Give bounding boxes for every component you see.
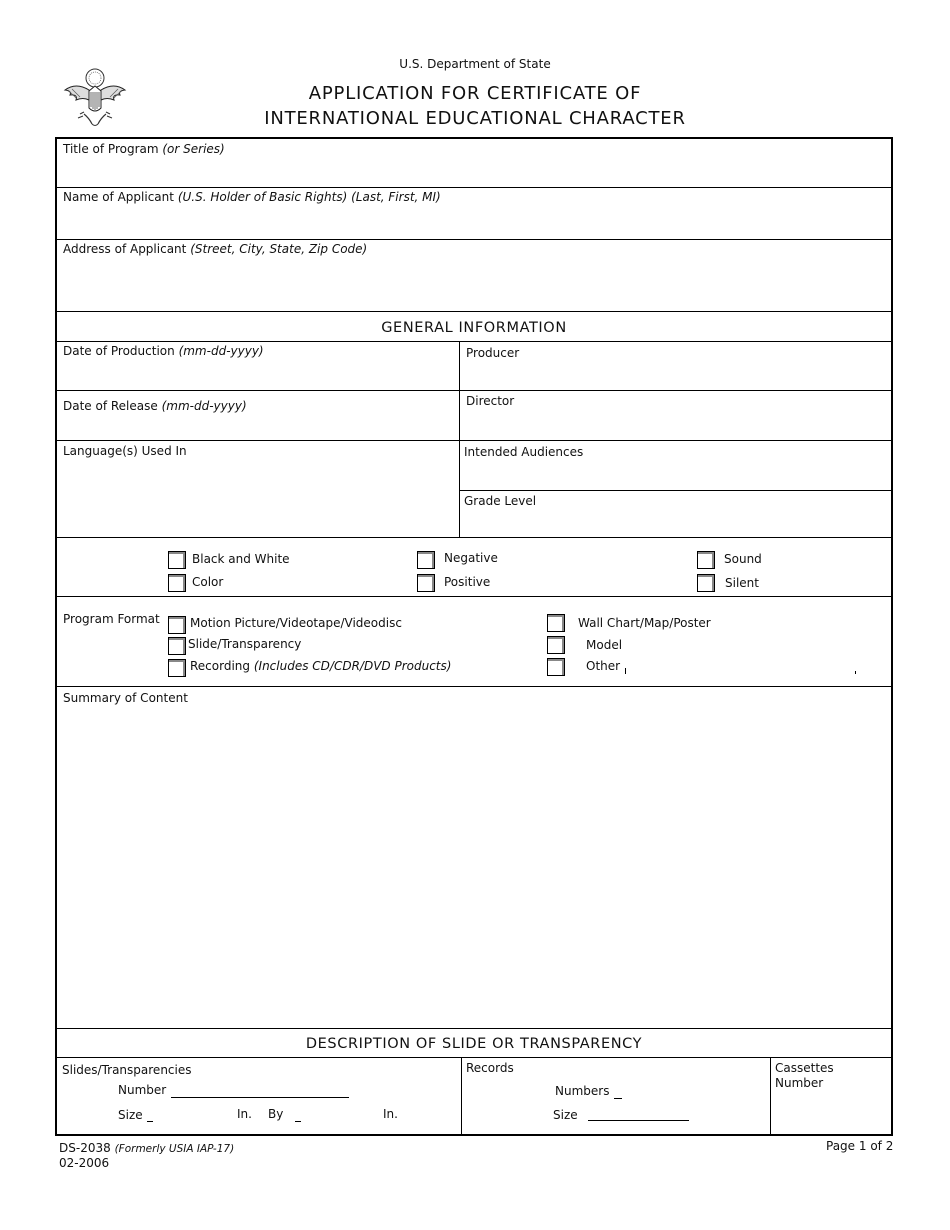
recording-label bbox=[190, 659, 451, 673]
slides-size-input[interactable] bbox=[147, 1121, 153, 1122]
positive-checkbox[interactable] bbox=[417, 574, 435, 592]
date-of-release-field[interactable] bbox=[63, 399, 247, 413]
slide-transparency-checkbox[interactable] bbox=[168, 637, 186, 655]
other-input-line[interactable] bbox=[625, 674, 857, 675]
title-of-program-field[interactable] bbox=[63, 142, 225, 156]
cassettes-label-line-2: Number bbox=[775, 1076, 824, 1090]
page-indicator: Page 1 of 2 bbox=[826, 1139, 894, 1153]
date-of-production-label: Date of Production bbox=[63, 344, 175, 358]
black-and-white-checkbox[interactable] bbox=[168, 551, 186, 569]
date-of-production-note: (mm-dd-yyyy) bbox=[178, 344, 264, 358]
form-date: 02-2006 bbox=[59, 1156, 110, 1170]
records-size-label: Size bbox=[553, 1108, 578, 1122]
slides-number-label: Number bbox=[118, 1083, 167, 1097]
intended-audiences-field[interactable]: Intended Audiences bbox=[464, 445, 584, 459]
date-of-release-label: Date of Release bbox=[63, 399, 158, 413]
slides-by-input[interactable] bbox=[295, 1121, 301, 1122]
application-form bbox=[55, 137, 893, 1136]
title-of-program-label: Title of Program bbox=[63, 142, 159, 156]
grade-level-field[interactable]: Grade Level bbox=[464, 494, 537, 508]
motion-picture-checkbox[interactable] bbox=[168, 616, 186, 634]
silent-label: Silent bbox=[725, 576, 759, 590]
cassettes-label-line-1: Cassettes bbox=[775, 1061, 834, 1075]
form-title-line-2: INTERNATIONAL EDUCATIONAL CHARACTER bbox=[264, 108, 686, 129]
records-size-input[interactable] bbox=[588, 1120, 689, 1121]
slides-in-label-1: In. bbox=[237, 1107, 252, 1121]
records-numbers-input[interactable] bbox=[614, 1098, 622, 1099]
summary-of-content-field[interactable]: Summary of Content bbox=[63, 691, 188, 705]
state-department-seal-icon bbox=[62, 64, 128, 130]
recording-checkbox[interactable] bbox=[168, 659, 186, 677]
silent-checkbox[interactable] bbox=[697, 574, 715, 592]
color-checkbox[interactable] bbox=[168, 574, 186, 592]
model-checkbox[interactable] bbox=[547, 636, 565, 654]
other-label: Other bbox=[586, 659, 621, 673]
date-of-production-field[interactable] bbox=[63, 344, 264, 358]
title-of-program-note: (or Series) bbox=[162, 142, 225, 156]
address-of-applicant-label: Address of Applicant bbox=[63, 242, 187, 256]
general-information-heading: GENERAL INFORMATION bbox=[381, 320, 567, 336]
description-heading: DESCRIPTION OF SLIDE OR TRANSPARENCY bbox=[305, 1036, 643, 1052]
slides-in-label-2: In. bbox=[383, 1107, 398, 1121]
records-numbers-label: Numbers bbox=[555, 1084, 610, 1098]
wall-chart-checkbox[interactable] bbox=[547, 614, 565, 632]
director-field[interactable]: Director bbox=[466, 394, 515, 408]
form-number bbox=[59, 1141, 234, 1155]
address-of-applicant-note: (Street, City, State, Zip Code) bbox=[190, 242, 368, 256]
sound-checkbox[interactable] bbox=[697, 551, 715, 569]
sound-label: Sound bbox=[724, 552, 762, 566]
black-and-white-label: Black and White bbox=[192, 552, 290, 566]
slides-by-label: By bbox=[268, 1107, 284, 1121]
address-of-applicant-field[interactable] bbox=[63, 242, 367, 256]
recording-note: (Includes CD/CDR/DVD Products) bbox=[253, 659, 452, 673]
color-label: Color bbox=[192, 575, 224, 589]
records-label: Records bbox=[466, 1061, 514, 1075]
negative-checkbox[interactable] bbox=[417, 551, 435, 569]
recording-text: Recording bbox=[190, 659, 251, 673]
languages-field[interactable]: Language(s) Used In bbox=[63, 444, 187, 458]
slides-number-input[interactable] bbox=[171, 1097, 349, 1098]
formerly-text: (Formerly USIA IAP-17) bbox=[114, 1143, 235, 1155]
department-name: U.S. Department of State bbox=[399, 57, 551, 71]
motion-picture-label: Motion Picture/Videotape/Videodisc bbox=[190, 616, 402, 630]
form-title-line-1: APPLICATION FOR CERTIFICATE OF bbox=[308, 83, 642, 104]
negative-label: Negative bbox=[444, 551, 498, 565]
slides-transparencies-label: Slides/Transparencies bbox=[62, 1063, 192, 1077]
date-of-release-note: (mm-dd-yyyy) bbox=[161, 399, 247, 413]
wall-chart-label: Wall Chart/Map/Poster bbox=[578, 616, 711, 630]
program-format-label: Program Format bbox=[63, 612, 160, 626]
name-of-applicant-label: Name of Applicant bbox=[63, 190, 174, 204]
slide-transparency-label: Slide/Transparency bbox=[188, 637, 302, 651]
model-label: Model bbox=[586, 638, 623, 652]
positive-label: Positive bbox=[444, 575, 491, 589]
name-of-applicant-note: (U.S. Holder of Basic Rights) (Last, First, MI) bbox=[177, 190, 441, 204]
slides-size-label: Size bbox=[118, 1108, 143, 1122]
form-number-text: DS-2038 bbox=[59, 1141, 111, 1155]
name-of-applicant-field[interactable] bbox=[63, 190, 441, 204]
producer-field[interactable]: Producer bbox=[466, 346, 520, 360]
other-checkbox[interactable] bbox=[547, 658, 565, 676]
